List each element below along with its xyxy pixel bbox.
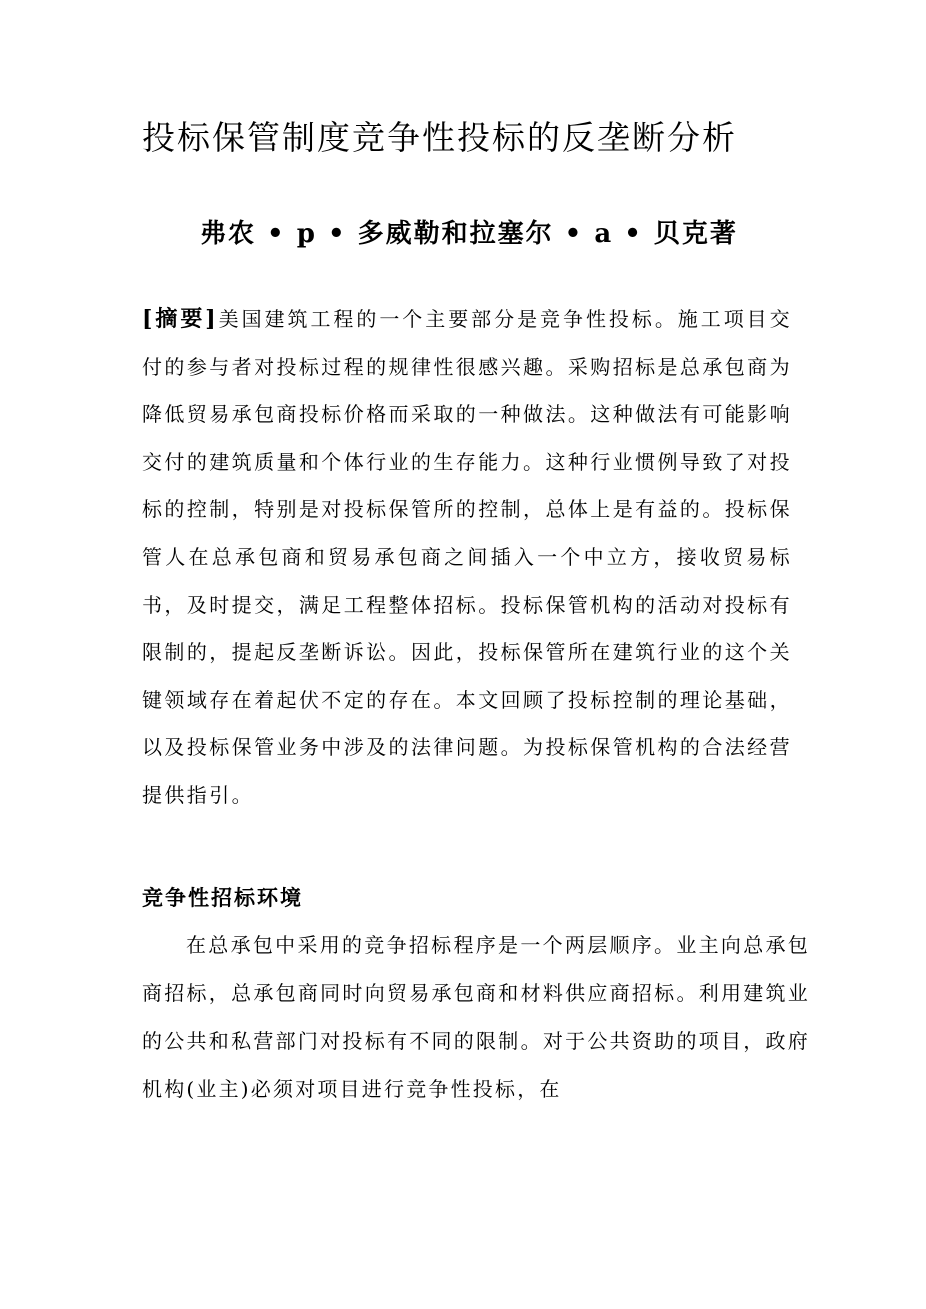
abstract-paragraph — [142, 296, 792, 820]
abstract-label: [摘要] — [142, 306, 219, 332]
abstract-text: 美国建筑工程的一个主要部分是竞争性投标。施工项目交付的参与者对投标过程的规律性很感兴趣。采购招标是总承包商为降低贸易承包商投标价格而采取的一种做法。这种做法有可能影响交付的建筑质量和个体行业的生存能力。这种行业惯例导致了对投标的控制，特别是对投标保管所的控制，总体上是有益的。投标保管人在总承包商和贸易承包商之间插入一个中立方，接收贸易标书，及时提交，满足工程整体招标。投标保管机构的活动对投标有限制的，提起反垄断诉讼。因此，投标保管所在建筑行业的这个关键领域存在着起伏不定的存在。本文回顾了投标控制的理论基础，以及投标保管业务中涉及的法律问题。为投标保管机构的合法经营提供指引。 — [142, 307, 793, 807]
section-paragraph: 在总承包中采用的竞争招标程序是一个两层顺序。业主向总承包商招标，总承包商同时向贸易承包商和材料供应商招标。利用建筑业的公共和私营部门对投标有不同的限制。对于公共资助的项目，政府机构(业主)必须对项目进行竞争性投标，在 — [142, 933, 810, 1101]
section-heading: 竞争性招标环境 — [142, 885, 303, 910]
document-authors: 弗农 • p • 多威勒和拉塞尔 • a • 贝克著 — [200, 219, 738, 249]
document-title: 投标保管制度竞争性投标的反垄断分析 — [142, 118, 737, 157]
